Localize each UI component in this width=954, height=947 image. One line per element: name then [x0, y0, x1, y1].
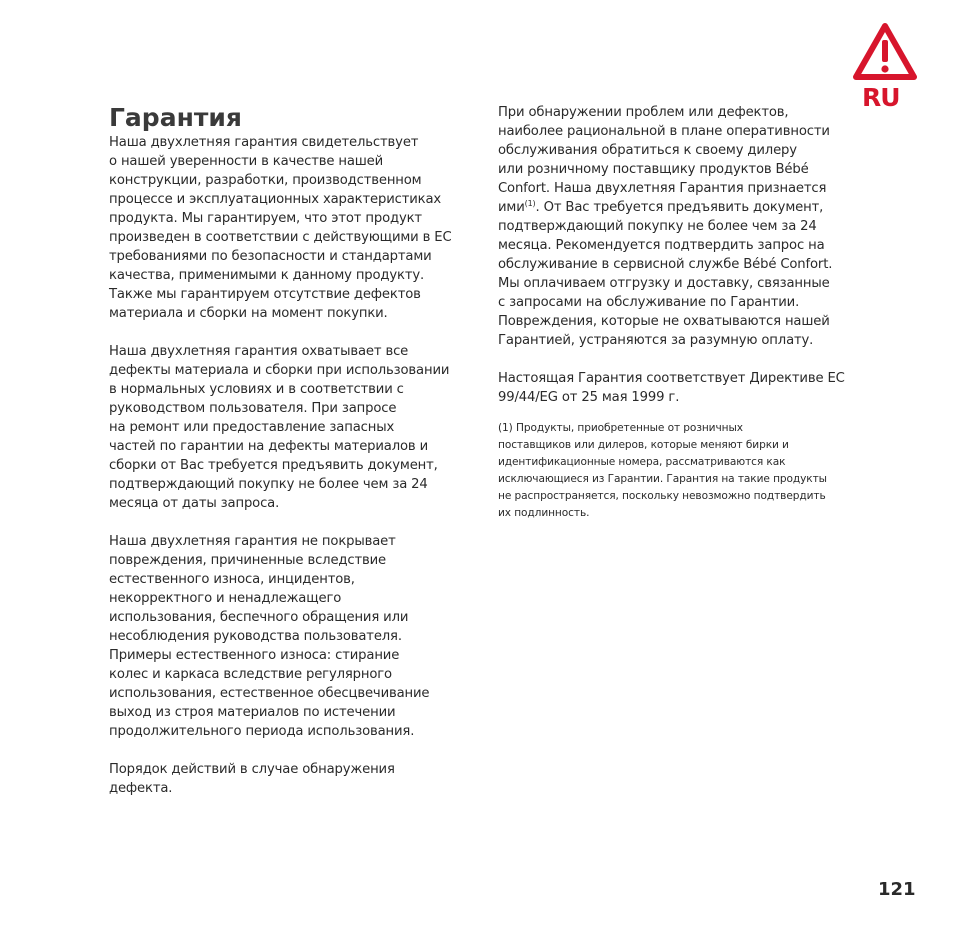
- right-column: [498, 103, 864, 522]
- page-number: 121: [878, 879, 916, 900]
- paragraph-directive: Настоящая Гарантия соответствует Директиве ЕС 99/44/EG от 25 мая 1999 г.: [498, 371, 845, 405]
- paragraph-intro: Наша двухлетняя гарантия свидетельствует о нашей уверенности в качестве нашей конструкции, разработки, производственном процессе и эксплуатационных характеристиках продукта. Мы гарантируем, что этот продукт произведен в соответствии с действующими в ЕС требованиями по безопасности и стандартами качества, применимыми к данному продукту. Также мы гарантируем отсутствие дефектов материала и сборки на момент покупки.: [109, 135, 452, 321]
- paragraph-procedure: Порядок действий в случае обнаружения дефекта.: [109, 762, 395, 796]
- language-label: RU: [862, 83, 900, 112]
- page-title: Гарантия: [109, 103, 242, 132]
- paragraph-coverage: Наша двухлетняя гарантия охватывает все дефекты материала и сборки при использовании в нормальных условиях и в соответствии с руководством пользователя. При запросе на ремонт или предоставление запасных частей по гарантии на дефекты материалов и сборки от Вас требуется предъявить документ, подтверждающий покупку не более чем за 24 месяца от даты запроса.: [109, 344, 450, 511]
- warning-triangle-icon: [852, 22, 918, 82]
- footnote: (1) Продукты, приобретенные от розничных поставщиков или дилеров, которые меняют бирки и идентификационные номера, рассматриваются как исключающиеся из Гарантии. Гарантия на такие продукты не распространяется, поскольку невозможно подтвердить их подлинность.: [498, 422, 827, 519]
- paragraph-dealer-part1: При обнаружении проблем или дефектов, наиболее рациональной в плане оперативности обслуживания обратиться к своему дилеру или розничному поставщику продуктов Bébé Confort. Наша двухлетняя Гарантия признается ими: [498, 105, 830, 215]
- paragraph-exclusions: Наша двухлетняя гарантия не покрывает повреждения, причиненные вследствие естественного износа, инцидентов, некорректного и ненадлежащего использования, беспечного обращения или несоблюдения руководства пользователя. Примеры естественного износа: стирание колес и каркаса вследствие регулярного использования, естественное обесцвечивание выход из строя материалов по истечении продолжительного периода использования.: [109, 534, 430, 739]
- paragraph-dealer: [498, 103, 864, 350]
- left-column: [109, 103, 474, 798]
- paragraph-dealer-part2: . От Вас требуется предъявить документ, подтверждающий покупку не более чем за 24 месяца. Рекомендуется подтвердить запрос на обслуживание в сервисной службе Bébé Confort. Мы оплачиваем отгрузку и доставку, связанные с запросами на обслуживание по Гарантии. Повреждения, которые не охватываются нашей Гарантией, устраняются за разумную оплату.: [498, 200, 833, 348]
- footnote-reference: (1): [524, 199, 536, 208]
